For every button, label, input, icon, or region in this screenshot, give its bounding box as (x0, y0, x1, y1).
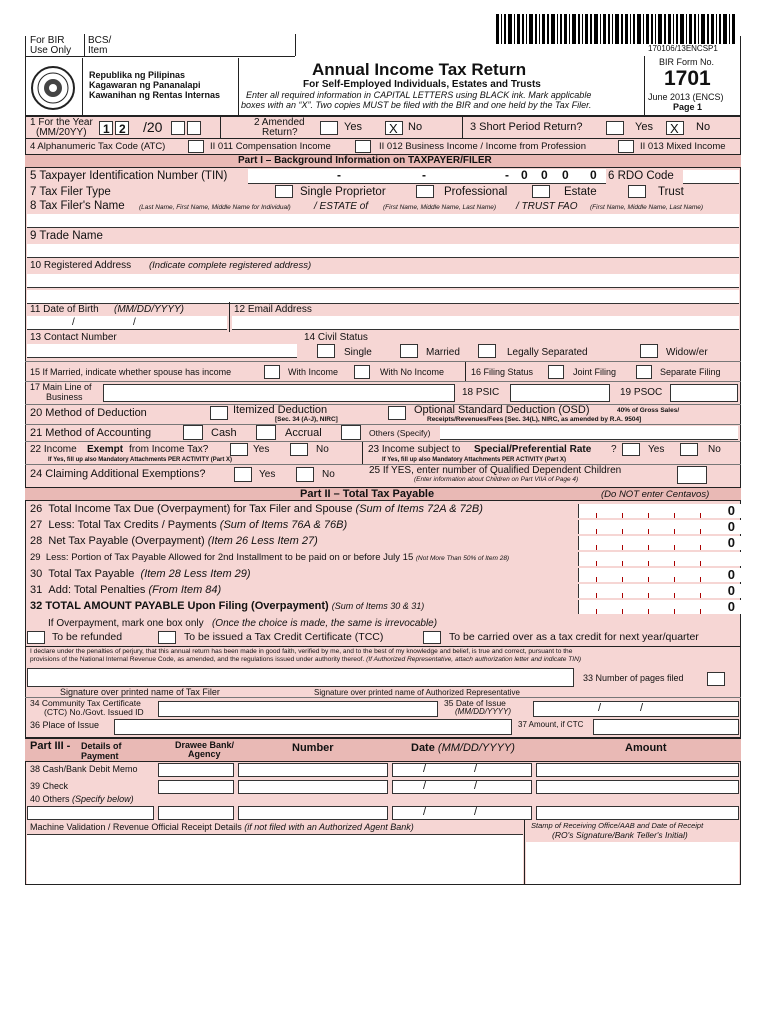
filer-name-field[interactable] (27, 214, 739, 228)
agency-line1: Republika ng Pilipinas (89, 70, 186, 80)
trust-fao-label: / TRUST FAO (516, 201, 578, 212)
others-amount-field[interactable] (536, 806, 739, 820)
exempt-yes-label: Yes (253, 444, 270, 455)
estate-of-label: / ESTATE of (314, 201, 369, 212)
joint-filing-label: Joint Filing (573, 367, 617, 377)
payment-row-check: 39 Check (30, 781, 69, 791)
joint-filing-checkbox[interactable] (548, 365, 564, 379)
pages-filed-label: 33 Number of pages filed (583, 673, 684, 683)
exempt-attach-note: If Yes, fill up also Mandatory Attachments PER ACTIVITY (Part X) (48, 457, 233, 463)
tin-zero2: 0 (541, 168, 548, 182)
filer-name-sub2: (First Name, Middle Name, Last Name) (383, 204, 497, 211)
ctc-field[interactable] (158, 701, 438, 717)
others-drawee-field[interactable] (158, 806, 234, 820)
osd-sub: Receipts/Revenues/Fees [Sec. 34(L), NIRC, as amended by R.A. 9504] (427, 416, 642, 423)
osd-label: Optional Standard Deduction (OSD) (414, 404, 590, 416)
barcode-code: 170106/13ENCSP1 (648, 44, 718, 53)
estate-checkbox[interactable] (532, 185, 550, 198)
dependents-sub: (Enter information about Children on Part VIIA of Page 4) (414, 476, 579, 483)
with-income-label: With Income (288, 367, 339, 377)
check-number-field[interactable] (238, 780, 388, 794)
itemized-checkbox[interactable] (210, 406, 228, 420)
item30-amount[interactable]: 0 (578, 568, 741, 582)
item26-amount[interactable]: 0 (578, 504, 741, 518)
legally-separated-label: Legally Separated (507, 347, 588, 358)
part1-title: Part I – Background Information on TAXPAYER/FILER (238, 155, 492, 166)
amount-header: Amount (625, 742, 667, 754)
year-twenty: /20 (143, 119, 163, 135)
accrual-checkbox[interactable] (256, 425, 276, 440)
atc-ii012-checkbox[interactable] (355, 140, 371, 153)
others-specify-label: Others (Specify) (369, 428, 431, 438)
check-date-field[interactable] (392, 780, 532, 794)
item28-amount[interactable]: 0 (578, 536, 741, 550)
pages-filed-field[interactable] (707, 672, 725, 686)
item32-amount[interactable]: 0 (578, 600, 741, 614)
others-date-field[interactable] (392, 806, 532, 820)
tin-zero3: 0 (562, 168, 569, 182)
check-drawee-field[interactable] (158, 780, 234, 794)
trust-checkbox[interactable] (628, 185, 646, 198)
short-no-checkbox[interactable]: X (666, 121, 684, 135)
estate-label: Estate (564, 186, 597, 198)
declaration-line1: I declare under the penalties of perjury, that this annual return has been made in good faith, verified by me, and to the best of my knowledge and belief, is true and correct, pursuant to the (30, 648, 573, 655)
contact-label: 13 Contact Number (30, 332, 117, 343)
item28-label: 28 Net Tax Payable (Overpayment) (Item 26 Less Item 27) (30, 535, 318, 547)
separate-filing-checkbox[interactable] (636, 365, 652, 379)
item30-label: 30 Total Tax Payable (Item 28 Less Item 29) (30, 568, 251, 580)
short-yes-label: Yes (635, 121, 653, 133)
issue-date-slash1: / (598, 702, 602, 714)
business-label2: Business (46, 392, 83, 402)
married-label: Married (426, 347, 460, 358)
form-edition: June 2013 (ENCS) (648, 92, 724, 102)
single-proprietor-checkbox[interactable] (275, 185, 293, 198)
others-payment-field[interactable] (27, 806, 154, 820)
legally-separated-checkbox[interactable] (478, 344, 496, 358)
accrual-label: Accrual (285, 427, 322, 439)
civil-status-label: 14 Civil Status (304, 332, 368, 343)
amended-yes-checkbox[interactable] (320, 121, 338, 135)
declaration-line2: provisions of the National Internal Revenue Code, as amended, and the regulations issued under authority thereof. (If Authorized Representative, attach authorization letter and indicate TIN) (30, 656, 582, 663)
psoc-field[interactable] (670, 384, 738, 402)
item29-label: 29 Less: Portion of Tax Payable Allowed for 2nd Installment to be paid on or before July 15 (Not More Than 50% of Item 28) (30, 552, 510, 563)
widow-checkbox[interactable] (640, 344, 658, 358)
itemized-label: Itemized Deduction (233, 404, 328, 416)
with-income-checkbox[interactable] (264, 365, 280, 379)
psoc-label: 19 PSOC (620, 387, 663, 398)
filer-type-label: 7 Tax Filer Type (30, 186, 111, 198)
atc-label: 4 Alphanumeric Tax Code (ATC) (30, 141, 166, 152)
exemptions-label: 24 Claiming Additional Exemptions? (30, 468, 206, 480)
bir-use-label: For BIR (30, 35, 65, 46)
machine-validation-label: Machine Validation / Revenue Official Receipt Details (if not filed with an Authorized Agent Bank) (30, 822, 414, 832)
year-label: 1 For the Year (30, 117, 93, 128)
dob-label: 11 Date of Birth (30, 304, 99, 315)
rdo-label: 6 RDO Code (608, 170, 674, 182)
reg-address-label: 10 Registered Address (30, 260, 132, 271)
issue-date-slash2: / (640, 702, 644, 714)
others-date-slash2: / (474, 806, 478, 818)
exempt-label-b: Exempt (87, 444, 124, 455)
dob-field[interactable] (27, 316, 227, 330)
contact-field[interactable] (27, 344, 297, 358)
drawee-header2: Agency (188, 749, 221, 759)
spouse-income-label: 15 If Married, indicate whether spouse has income (30, 367, 232, 377)
business-label: 17 Main Line of (30, 382, 92, 392)
exemptions-no-label: No (322, 469, 335, 480)
item31-amount[interactable]: 0 (578, 584, 741, 598)
issue-date-label: 35 Date of Issue (444, 698, 506, 708)
cash-label: Cash (211, 427, 237, 439)
ctc-label2: (CTC) No./Govt. Issued ID (44, 707, 144, 717)
cash-number-field[interactable] (238, 763, 388, 777)
agency-line3: Kawanihan ng Rentas Internas (89, 90, 221, 100)
rdo-field[interactable] (683, 170, 739, 184)
business-field[interactable] (103, 384, 455, 402)
barcode (496, 14, 738, 44)
exempt-no-checkbox[interactable] (290, 443, 308, 456)
psic-field[interactable] (510, 384, 610, 402)
amended-no-label: No (408, 121, 423, 133)
exempt-yes-checkbox[interactable] (230, 443, 248, 456)
short-period-label: 3 Short Period Return? (470, 121, 583, 133)
item32-label: 32 TOTAL AMOUNT PAYABLE Upon Filing (Overpayment) (Sum of Items 30 & 31) (30, 600, 425, 612)
form-no-label: BIR Form No. (659, 57, 715, 67)
osd-percent: 40% of Gross Sales/ (617, 407, 680, 414)
number-header: Number (292, 742, 334, 754)
tin-zero1: 0 (521, 168, 528, 182)
exempt-no-label: No (316, 444, 329, 455)
place-issue-label: 36 Place of Issue (30, 720, 100, 730)
no-income-label: With No Income (380, 367, 445, 377)
reg-address-field1[interactable] (27, 274, 739, 288)
check-amount-field[interactable] (536, 780, 739, 794)
exempt-label-c: from Income Tax? (129, 444, 209, 455)
page-number: Page 1 (673, 102, 703, 112)
dependents-label: 25 If YES, enter number of Qualified Dependent Children (369, 465, 622, 476)
check-date-slash1: / (423, 780, 427, 792)
item27-amount[interactable]: 0 (578, 520, 741, 534)
single-proprietor-label: Single Proprietor (300, 186, 386, 198)
drawee-header: Drawee Bank/ (175, 740, 235, 750)
others-date-slash1: / (423, 806, 427, 818)
atc-ii013-label: II 013 Mixed Income (640, 141, 726, 152)
dob-slash2: / (133, 317, 136, 328)
amended-label: 2 Amended (254, 117, 305, 128)
stamp-label2: (RO's Signature/Bank Teller's Initial) (552, 830, 688, 840)
item31-label: 31 Add: Total Penalties (From Item 84) (30, 584, 222, 596)
professional-checkbox[interactable] (416, 185, 434, 198)
machine-validation-area[interactable] (27, 834, 523, 884)
special-label-b: Special/Preferential Rate (474, 444, 592, 455)
year-format: (MM/20YY) (36, 127, 87, 138)
email-field[interactable] (232, 316, 739, 330)
year-month-digit2[interactable]: 2 (115, 121, 129, 135)
part3-title: Part III - (30, 740, 71, 752)
instructions-line2: boxes with an “X”. Two copies MUST be filed with the BIR and one held by the Tax Filer. (241, 100, 592, 110)
part2-title: Part II – Total Tax Payable (300, 488, 435, 500)
form-title: Annual Income Tax Return (312, 60, 527, 79)
special-label-a: 23 Income subject to (368, 444, 461, 455)
form-number: 1701 (664, 67, 711, 90)
year-digit3[interactable] (171, 121, 185, 135)
year-month-digit1[interactable]: 1 (99, 121, 113, 135)
stamp-label: Stamp of Receiving Office/AAB and Date of Receipt (531, 821, 704, 830)
special-yes-checkbox[interactable] (622, 443, 640, 456)
special-label-c: ? (611, 444, 617, 455)
tcc-label: To be issued a Tax Credit Certificate (TCC) (184, 631, 384, 643)
carry-over-label: To be carried over as a tax credit for next year/quarter (449, 631, 699, 643)
issue-date-field[interactable] (533, 701, 739, 717)
amended-no-checkbox[interactable]: X (385, 121, 403, 135)
item27-label: 27 Less: Total Tax Credits / Payments (Sum of Items 76A & 76B) (30, 519, 348, 531)
single-label: Single (344, 347, 372, 358)
filer-name-label: 8 Tax Filer's Name (30, 200, 125, 212)
check-date-slash2: / (474, 780, 478, 792)
bir-seal-logo (30, 65, 76, 111)
tin-dash3: - (505, 168, 509, 182)
others-number-field[interactable] (238, 806, 388, 820)
tin-label: 5 Taxpayer Identification Number (TIN) (30, 170, 228, 182)
reg-address-sub: (Indicate complete registered address) (149, 260, 312, 271)
separate-filing-label: Separate Filing (660, 367, 721, 377)
date-header: Date (MM/DD/YYYY) (411, 742, 515, 754)
filer-name-sub1: (Last Name, First Name, Middle Name for Individual) (139, 204, 291, 211)
osd-checkbox[interactable] (388, 406, 406, 420)
exemptions-yes-label: Yes (259, 469, 276, 480)
exemptions-yes-checkbox[interactable] (234, 467, 252, 482)
atc-ii011-label: II 011 Compensation Income (210, 141, 331, 152)
item-label: Item (88, 45, 108, 56)
atc-ii013-checkbox[interactable] (618, 140, 634, 153)
filing-status-label: 16 Filing Status (471, 367, 534, 377)
tcc-checkbox[interactable] (158, 631, 176, 644)
cash-date-field[interactable] (392, 763, 532, 777)
deduction-label: 20 Method of Deduction (30, 407, 147, 419)
amount-ticks (578, 504, 741, 616)
accounting-label: 21 Method of Accounting (30, 427, 152, 439)
form-subtitle: For Self-Employed Individuals, Estates and Trusts (303, 79, 541, 90)
signature-rep-label: Signature over printed name of Authorized Representative (314, 688, 520, 697)
special-no-label: No (708, 444, 721, 455)
bcs-label: BCS/ (88, 35, 112, 46)
email-label: 12 Email Address (234, 304, 312, 315)
place-issue-field[interactable] (114, 719, 512, 735)
tin-field[interactable] (248, 169, 606, 184)
others-accounting-checkbox[interactable] (341, 425, 361, 440)
agency-line2: Kagawaran ng Pananalapi (89, 80, 201, 90)
married-checkbox[interactable] (400, 344, 418, 358)
bir-use-only: Use Only (30, 45, 72, 56)
special-no-checkbox[interactable] (680, 443, 698, 456)
widow-label: Widow/er (666, 347, 708, 358)
payment-row-cash: 38 Cash/Bank Debit Memo (30, 764, 138, 774)
tin-zero4: 0 (590, 168, 597, 182)
payment-row-others: 40 Others (Specify below) (30, 794, 134, 804)
cash-amount-field[interactable] (536, 763, 739, 777)
atc-ii012-label: II 012 Business Income / Income from Profession (379, 141, 586, 152)
issue-date-format: (MM/DD/YYYY) (455, 707, 511, 716)
amount-ctc-label: 37 Amount, if CTC (518, 720, 584, 729)
professional-label: Professional (444, 186, 508, 198)
refund-label: To be refunded (52, 631, 123, 643)
amount-ctc-field[interactable] (593, 719, 739, 735)
no-centavos-note: (Do NOT enter Centavos) (601, 489, 710, 500)
cash-drawee-field[interactable] (158, 763, 234, 777)
stamp-area[interactable] (526, 842, 739, 884)
part3-title3: Payment (81, 751, 119, 761)
short-yes-checkbox[interactable] (606, 121, 624, 135)
tin-dash1: - (337, 168, 341, 182)
instructions-line1: Enter all required information in CAPITAL LETTERS using BLACK ink. Mark applicable (246, 90, 592, 100)
trade-name-label: 9 Trade Name (30, 230, 103, 242)
signature-area[interactable] (27, 668, 574, 687)
ctc-label: 34 Community Tax Certificate (30, 698, 141, 708)
cash-checkbox[interactable] (183, 425, 203, 440)
carry-over-checkbox[interactable] (423, 631, 441, 644)
dob-slash1: / (72, 317, 75, 328)
amended-yes-label: Yes (344, 121, 362, 133)
special-attach-note: If Yes, fill up also Mandatory Attachments PER ACTIVITY (Part X) (382, 457, 567, 463)
year-digit4[interactable] (187, 121, 201, 135)
single-checkbox[interactable] (317, 344, 335, 358)
overpayment-label: If Overpayment, mark one box only (Once the choice is made, the same is irrevocable) (48, 618, 438, 629)
amended-label2: Return? (262, 127, 298, 138)
others-accounting-field[interactable] (440, 426, 738, 440)
filer-name-sub3: (First Name, Middle Name, Last Name) (590, 204, 704, 211)
special-yes-label: Yes (648, 444, 665, 455)
reg-address-field2[interactable] (27, 290, 739, 304)
no-income-checkbox[interactable] (354, 365, 370, 379)
dob-format: (MM/DD/YYYY) (114, 304, 184, 315)
refund-checkbox[interactable] (27, 631, 45, 644)
psic-label: 18 PSIC (462, 387, 500, 398)
part3-title2: Details of (81, 741, 122, 751)
short-no-label: No (696, 121, 711, 133)
itemized-sub: [Sec. 34 (A-J), NIRC] (275, 416, 338, 423)
trade-name-field[interactable] (27, 244, 739, 258)
signature-filer-label: Signature over printed name of Tax Filer (60, 687, 220, 697)
trust-label: Trust (658, 186, 684, 198)
exemptions-no-checkbox[interactable] (296, 467, 314, 482)
tin-dash2: - (422, 168, 426, 182)
cash-date-slash2: / (474, 763, 478, 775)
cash-date-slash1: / (423, 763, 427, 775)
exempt-label-a: 22 Income (30, 444, 77, 455)
item26-label: 26 Total Income Tax Due (Overpayment) for Tax Filer and Spouse (Sum of Items 72A & 72B) (30, 503, 483, 515)
atc-ii011-checkbox[interactable] (188, 140, 204, 153)
dependents-field[interactable] (677, 466, 707, 484)
